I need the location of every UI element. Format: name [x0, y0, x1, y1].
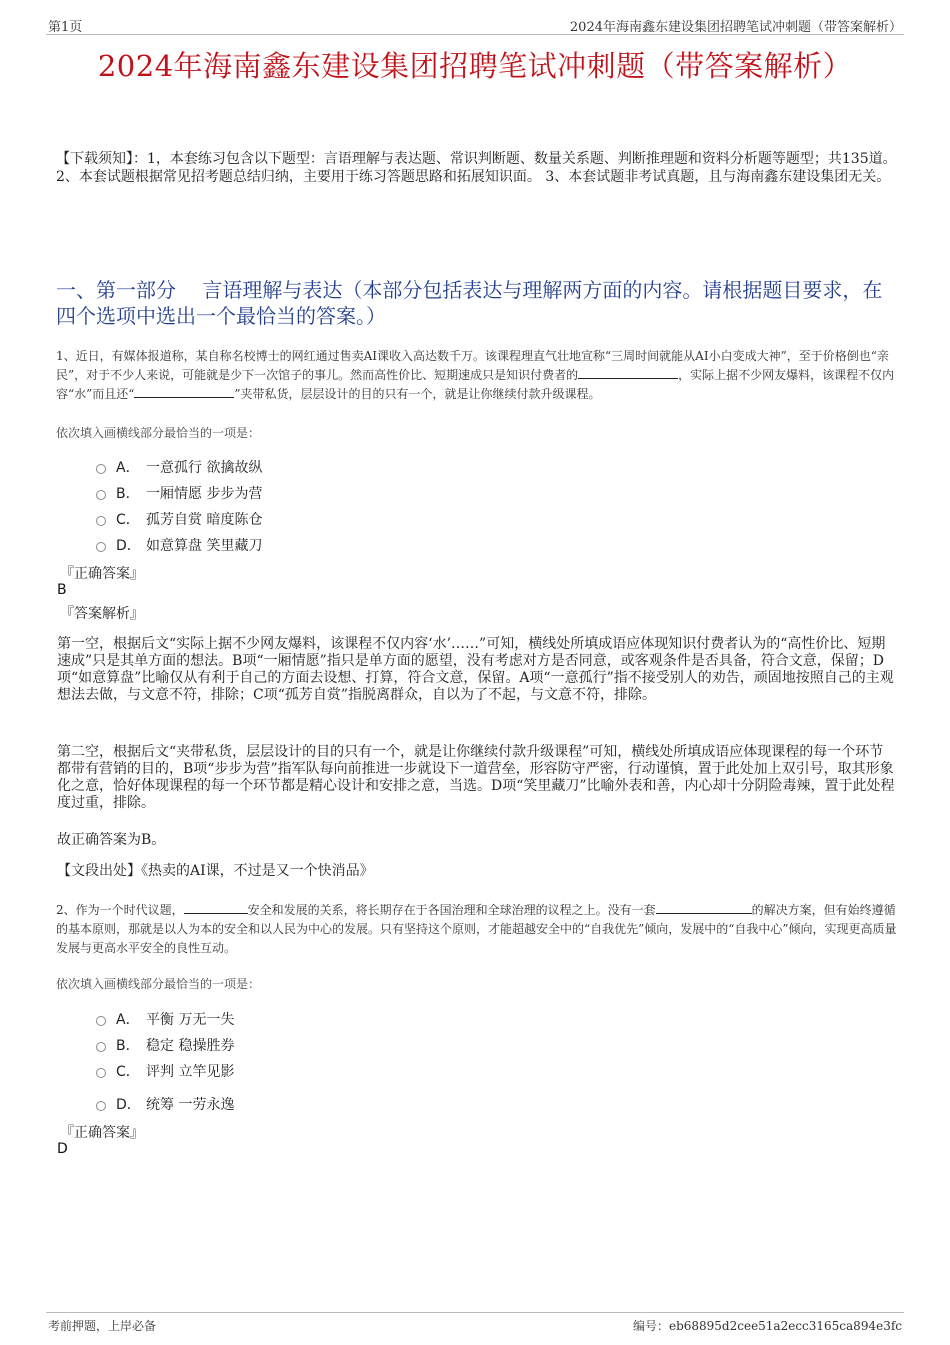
footer-code: 编号：eb68895d2cee51a2ecc3165ca894e3fc — [632, 1319, 902, 1333]
option-key: B． — [116, 1038, 140, 1054]
option-key: A． — [116, 1012, 140, 1028]
radio-icon[interactable] — [96, 1042, 106, 1052]
option-text: 平衡 万无一失 — [146, 1012, 235, 1028]
correct-answer-label: 『正确答案』 — [60, 1125, 144, 1141]
header-doc-title: 2024年海南鑫东建设集团招聘笔试冲刺题（带答案解析） — [569, 20, 902, 35]
correct-answer: B — [57, 582, 67, 598]
option-text: 如意算盘 笑里藏刀 — [146, 538, 263, 554]
question-2-text-part-a: 2、作为一个时代议题， — [56, 903, 184, 917]
source-citation: 【文段出处】《热卖的AI课，不过是又一个快消品》 — [57, 863, 374, 879]
option-key: A． — [116, 460, 140, 476]
page-number: 第1页 — [48, 20, 83, 35]
analysis-paragraph-2: 第二空，根据后文“夹带私货，层层设计的目的只有一个，就是让你继续付款升级课程”可知，横线处所填成语应体现课程的每一个环节都带有营销的目的，B项“步步为营”指军队每向前推进一步就设下一道营垒，形容防守严密，行动谨慎，置于此处加上双引号，取其形象化之意，恰好体现课程的每一个环节都是精心设计和安排之意，当选。D项“笑里藏刀”比喻外表和善，内心却十分阴险毒辣，置于此处程度过重，排除。 — [57, 744, 895, 811]
option-key: C． — [116, 1064, 140, 1080]
option-text: 一厢情愿 步步为营 — [146, 486, 263, 502]
radio-icon[interactable] — [96, 1101, 106, 1111]
question-2-prompt: 依次填入画横线部分最恰当的一项是： — [56, 977, 261, 991]
page-footer — [46, 1312, 904, 1333]
question-1-option-c[interactable] — [96, 509, 262, 529]
section-title: 一、第一部分 言语理解与表达（本部分包括表达与理解两方面的内容。请根据题目要求，在四个选项中选出一个最恰当的答案。） — [56, 278, 883, 328]
radio-icon[interactable] — [96, 464, 106, 474]
question-1-text-part-a: 1、近日，有媒体报道称，某自称名校博士的网红通过售卖AI课收入高达数千万。该课程理直气壮地宣称“三周时间就能从AI小白变成大神”，至于价格倒也“亲民”，对于不少人来说，可能就是少下一次馆子的事儿。然而高性价比、短期速成只是知识付费者的 — [56, 349, 889, 382]
option-text: 一意孤行 欲擒故纵 — [146, 460, 263, 476]
fill-blank-1 — [184, 901, 248, 914]
question-1-text-part-c: ”夹带私货，层层设计的目的只有一个，就是让你继续付款升级课程。 — [234, 387, 601, 401]
question-2-text-part-c: 的解决方案，但有始终遵循的基本原则，那就是以人为本的安全和以人民为中心的发展。只有坚持这个原则，才能超越安全中的“自我优先”倾向，发展中的“自我中心”倾向，实现更高质量发展与更高水平安全的良性互动。 — [56, 903, 897, 955]
question-2-option-c[interactable] — [96, 1061, 234, 1081]
question-1-text-part-b: ，实际上据不少网友爆料，该课程不仅内容“水”而且还“ — [56, 368, 895, 401]
download-notice: 【下载须知】：1，本套练习包含以下题型：言语理解与表达题、常识判断题、数量关系题、判断推理题和资料分析题等题型；共135道。 2、本套试题根据常见招考题总结归纳，主要用于练习答题思路和拓展知识面。 3、本套试题非考试真题，且与海南鑫东建设集团无关。 — [56, 151, 897, 185]
question-1-option-b[interactable] — [96, 483, 262, 503]
option-key: B． — [116, 486, 140, 502]
question-1-option-a[interactable] — [96, 457, 262, 477]
page-title: 2024年海南鑫东建设集团招聘笔试冲刺题（带答案解析） — [97, 49, 853, 83]
correct-answer: D — [57, 1141, 68, 1157]
radio-icon[interactable] — [96, 490, 106, 500]
radio-icon[interactable] — [96, 516, 106, 526]
question-2-option-b[interactable] — [96, 1035, 234, 1055]
question-1-prompt: 依次填入画横线部分最恰当的一项是： — [56, 426, 261, 440]
fill-blank-2 — [134, 385, 234, 398]
option-key: D． — [116, 538, 141, 554]
option-text: 评判 立竿见影 — [146, 1064, 235, 1080]
fill-blank-1 — [578, 366, 678, 379]
option-text: 稳定 稳操胜券 — [146, 1038, 235, 1054]
analysis-label: 『答案解析』 — [60, 606, 144, 622]
option-text: 统筹 一劳永逸 — [146, 1097, 235, 1113]
option-text: 孤芳自赏 暗度陈仓 — [146, 512, 263, 528]
radio-icon[interactable] — [96, 1016, 106, 1026]
question-2-text-part-b: 安全和发展的关系，将长期存在于各国治理和全球治理的议程之上。没有一套 — [247, 903, 656, 917]
correct-answer-label: 『正确答案』 — [60, 566, 144, 582]
radio-icon[interactable] — [96, 1068, 106, 1078]
option-key: D． — [116, 1097, 141, 1113]
question-2-option-a[interactable] — [96, 1009, 234, 1029]
question-1-option-d[interactable] — [96, 535, 262, 555]
question-2-option-d[interactable] — [96, 1094, 234, 1114]
page-header — [46, 14, 904, 35]
analysis-paragraph-1: 第一空，根据后文“实际上据不少网友爆料，该课程不仅内容‘水’……”可知，横线处所填成语应体现知识付费者认为的“高性价比、短期速成”只是其单方面的想法。B项“一厢情愿”指只是单方面的愿望，没有考虑对方是否同意，或客观条件是否具备，符合文意，保留；D项“如意算盘”比喻仅从有利于自己的方面去设想、打算，符合文意，保留。A项“一意孤行”指不接受别人的劝告，顽固地按照自己的主观想法去做，与文意不符，排除；C项“孤芳自赏”指脱离群众，自以为了不起，与文意不符，排除。 — [57, 636, 894, 703]
footer-slogan: 考前押题，上岸必备 — [48, 1319, 157, 1333]
question-1-text — [56, 347, 898, 404]
analysis-conclusion: 故正确答案为B。 — [57, 832, 166, 848]
option-key: C． — [116, 512, 140, 528]
question-2-text — [56, 901, 898, 958]
fill-blank-2 — [656, 901, 752, 914]
radio-icon[interactable] — [96, 542, 106, 552]
